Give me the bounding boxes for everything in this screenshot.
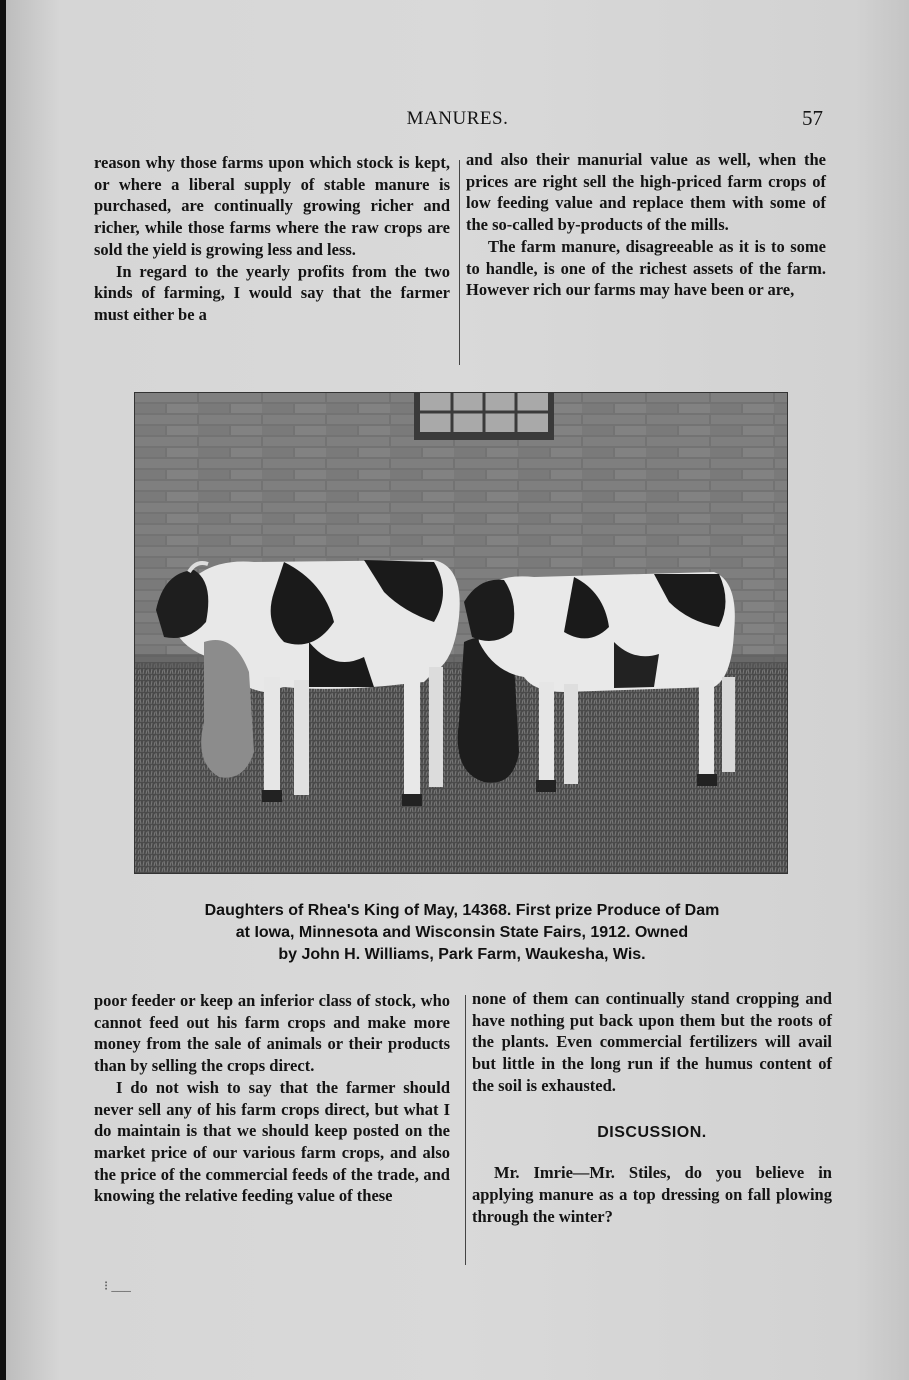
caption-line: Daughters of Rhea's King of May, 14368. First prize Produce of Dam (204, 902, 720, 919)
top-left-column (94, 152, 450, 326)
caption-line: at Iowa, Minnesota and Wisconsin State Fairs, 1912. Owned (235, 924, 689, 941)
paragraph: I do not wish to say that the farmer should never sell any of his farm crops direct, but what I do maintain is that we should keep posted on the market price of our various farm crops, and also the price of the commercial feeds of the trade, and knowing the relative feeding value of these (94, 1077, 450, 1206)
paragraph: reason why those farms upon which stock is kept, or where a liberal supply of stable manure is purchased, are continually growing richer and richer, while those farms where the raw crops are sold the yield is growing less and less. (94, 153, 450, 259)
bottom-left-column (94, 990, 450, 1207)
running-header-title: MANURES. (406, 108, 509, 129)
cattle-photograph (134, 392, 788, 874)
paragraph: none of them can continually stand cropping and have nothing put back upon them but the roots of the plants. Even commercial fertilizers will avail but little in the long run if the humus content of the soil is exhausted. (472, 989, 832, 1095)
caption-line: by John H. Williams, Park Farm, Waukesha, Wis. (278, 946, 646, 963)
bottom-right-column (472, 988, 832, 1227)
top-right-column (466, 149, 826, 301)
page-footer-mark: ⁝ ___ (104, 1278, 131, 1293)
paragraph: Mr. Imrie—Mr. Stiles, do you believe in applying manure as a top dressing on fall plowing through the winter? (472, 1163, 832, 1226)
page-number: 57 (802, 106, 823, 130)
paragraph: poor feeder or keep an inferior class of stock, who cannot feed out his farm crops and make more money from the sale of animals or their products than by selling the crops direct. (94, 991, 450, 1076)
book-page (6, 0, 909, 1380)
paragraph: The farm manure, disagreeable as it is to some to handle, is one of the richest assets of the farm. However rich our farms may have been or are, (466, 236, 826, 300)
paragraph: In regard to the yearly profits from the two kinds of farming, I would say that the farmer must either be a (94, 261, 450, 324)
column-divider (465, 995, 466, 1265)
column-divider (459, 160, 460, 365)
photo-of-two-holstein-heifers-icon (134, 392, 788, 874)
photo-caption (102, 900, 822, 966)
paragraph: and also their manurial value as well, when the prices are right sell the high-priced farm crops of low feeding value and replace them with some of the so-called by-products of the mills. (466, 150, 826, 235)
section-heading: DISCUSSION. (597, 1123, 707, 1141)
